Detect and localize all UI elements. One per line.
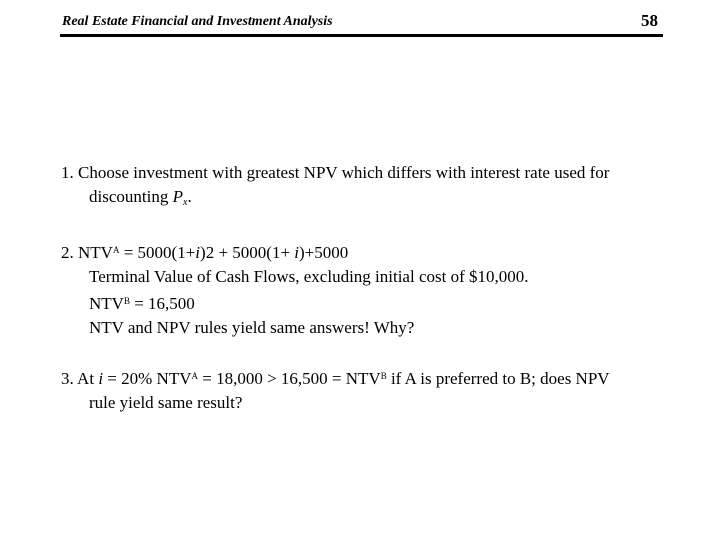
header-rule — [60, 34, 663, 37]
item-1-line-2 — [61, 185, 661, 215]
item-1-line-2-suffix: . — [187, 187, 192, 206]
eq-part-1: = 5000(1+ — [119, 243, 196, 262]
eq-part-2: )2 + 5000(1+ — [200, 243, 295, 262]
item-1 — [61, 161, 661, 215]
i-variable-1: i — [195, 243, 201, 262]
item-2-line-2: Terminal Value of Cash Flows, excluding initial cost of $10,000. — [89, 267, 529, 286]
item-3 — [61, 364, 661, 415]
slide-content — [61, 161, 661, 415]
item-2-line-3 — [61, 289, 661, 316]
item-3-part-2: = 18,000 > 16,500 = NTV — [197, 369, 381, 388]
ntv-b-label: NTV — [89, 294, 124, 313]
item-3-prefix: 3. At — [61, 369, 99, 388]
eq-part-3: )+5000 — [299, 243, 349, 262]
item-1-line-2-prefix: discounting — [89, 187, 173, 206]
ntv-label: 2. NTV — [61, 243, 113, 262]
i-variable-2: i — [294, 243, 300, 262]
page-number: 58 — [641, 11, 658, 30]
sup-a-2: A — [191, 371, 198, 381]
p-subscript: x — [182, 197, 188, 208]
header-title: Real Estate Financial and Investment Analysis — [62, 14, 333, 29]
i-variable-3: i — [98, 369, 104, 388]
item-1-line-1: 1. Choose investment with greatest NPV which differs with interest rate used for — [61, 163, 610, 182]
item-2 — [61, 238, 661, 340]
item-3-part-3: if A is preferred to B; does NPV — [386, 369, 610, 388]
sup-a: A — [112, 245, 120, 255]
item-3-part-1: = 20% NTV — [103, 369, 192, 388]
item-2-line-4: NTV and NPV rules yield same answers! Why? — [89, 318, 415, 337]
item-3-line-1 — [61, 364, 661, 391]
ntv-b-value: = 16,500 — [129, 294, 195, 313]
p-variable: P — [172, 187, 183, 206]
item-2-line-1 — [61, 238, 661, 265]
sup-b-2: B — [380, 371, 387, 381]
item-3-line-2: rule yield same result? — [89, 393, 243, 412]
sup-b: B — [123, 296, 130, 306]
